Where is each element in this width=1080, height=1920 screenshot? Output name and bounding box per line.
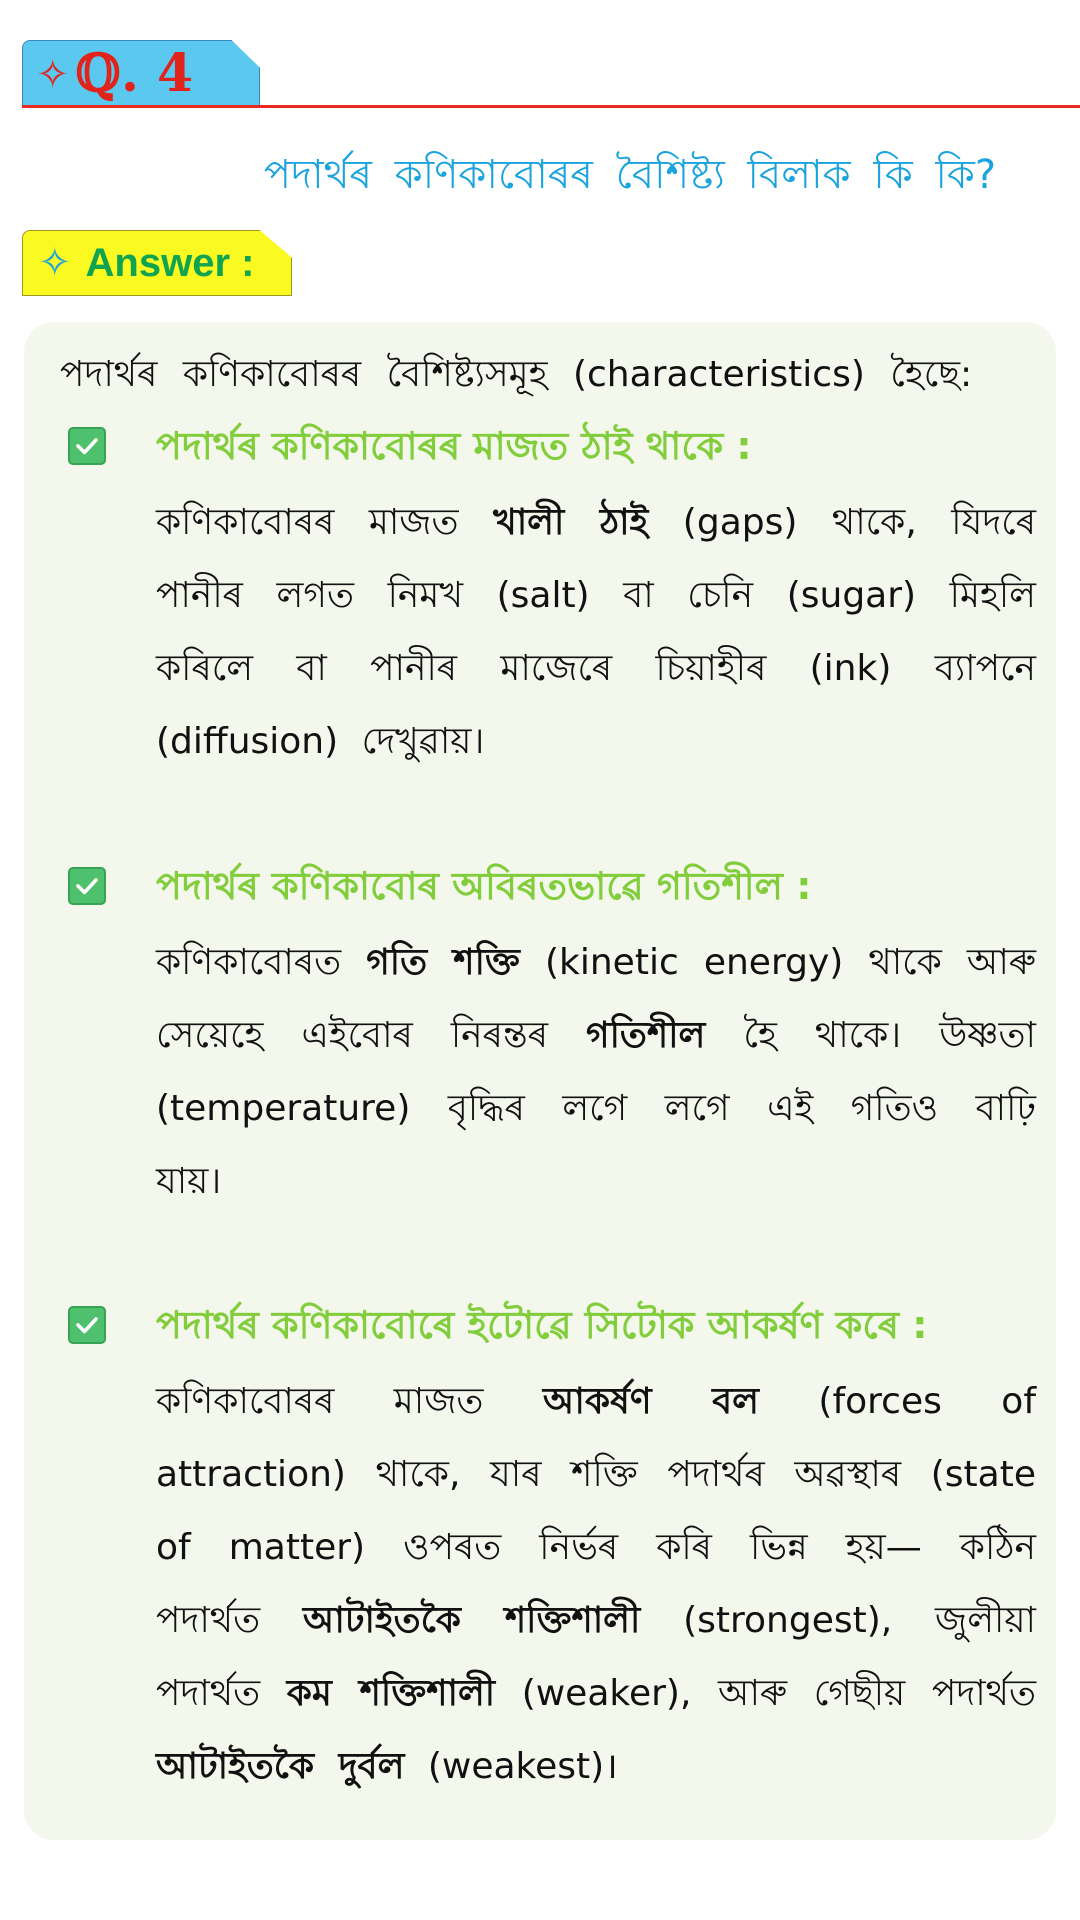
point-body [156,486,1036,778]
bold-term: আটাইতকৈ শক্তিশালী [302,1600,641,1641]
point-body [156,1365,1036,1803]
bold-term: আটাইতকৈ দুৰ্বল [156,1746,405,1787]
bold-term: খালী ঠাই [493,502,649,543]
question-number-label: ℚ. 4 [75,43,194,104]
body-text: (strongest), জুলীয়া পদাৰ্থত [156,1600,1036,1714]
answer-intro: পদাৰ্থৰ কণিকাবোৰৰ বৈশিষ্ট্যসমূহ (characteristics) হৈছে: [60,354,973,395]
bold-term: আকৰ্ষণ বল [542,1381,760,1422]
question-text: পদাৰ্থৰ কণিকাবোৰৰ বৈশিষ্ট্য বিলাক কি কি? [263,152,997,198]
checkbox-checked-icon [68,427,106,465]
body-text: (gaps) থাকে, যিদৰে পানীৰ লগত নিমখ (salt) বা চেনি (sugar) মিহলি কৰিলে বা পানীৰ মাজেৰে চিয়াহীৰ (ink) ব্যাপনে (diffusion) দেখুৱায়। [156,502,1036,762]
body-text: (forces of attraction) থাকে, যাৰ শক্তি পদাৰ্থৰ অৱস্থাৰ (state of matter) ওপৰত নিৰ্ভৰ কৰি ভিন্ন হয়— কঠিন পদাৰ্থত [156,1381,1036,1641]
answer-label [38,233,254,293]
point-title: পদাৰ্থৰ কণিকাবোৰ অবিৰতভাৱে গতিশীল : [156,864,812,908]
body-text: (kinetic energy) থাকে আৰু সেয়েহে এইবোৰ নিৰন্তৰ [156,942,1037,1056]
checkbox-checked-icon [68,867,106,905]
point-title: পদাৰ্থৰ কণিকাবোৰৰ মাজত ঠাই থাকে : [156,424,752,468]
body-text: (weaker), আৰু গেছীয় পদাৰ্থত [495,1673,1036,1714]
body-text: কণিকাবোৰৰ মাজত [156,502,494,543]
question-number [36,44,193,104]
sparkle-icon: ✧ [38,241,72,285]
bold-term: গতিশীল [586,1015,706,1056]
body-text: কণিকাবোৰত [156,942,367,983]
body-text: কণিকাবোৰৰ মাজত [156,1381,543,1422]
header-divider [22,105,1080,108]
point-title: পদাৰ্থৰ কণিকাবোৰে ইটোৱে সিটোক আকৰ্ষণ কৰে : [156,1303,928,1347]
bold-term: গতি শক্তি [366,942,520,983]
checkbox-checked-icon [68,1306,106,1344]
sparkle-icon: ✧ [36,52,70,98]
body-text: হৈ থাকে। উষ্ণতা (temperature) বৃদ্ধিৰ লগে লগে এই গতিও বাঢ়ি যায়। [156,1015,1036,1202]
body-text: (weakest)। [404,1746,618,1787]
point-body [156,926,1036,1218]
bold-term: কম শক্তিশালী [286,1673,496,1714]
answer-label-text: Answer : [85,241,255,285]
